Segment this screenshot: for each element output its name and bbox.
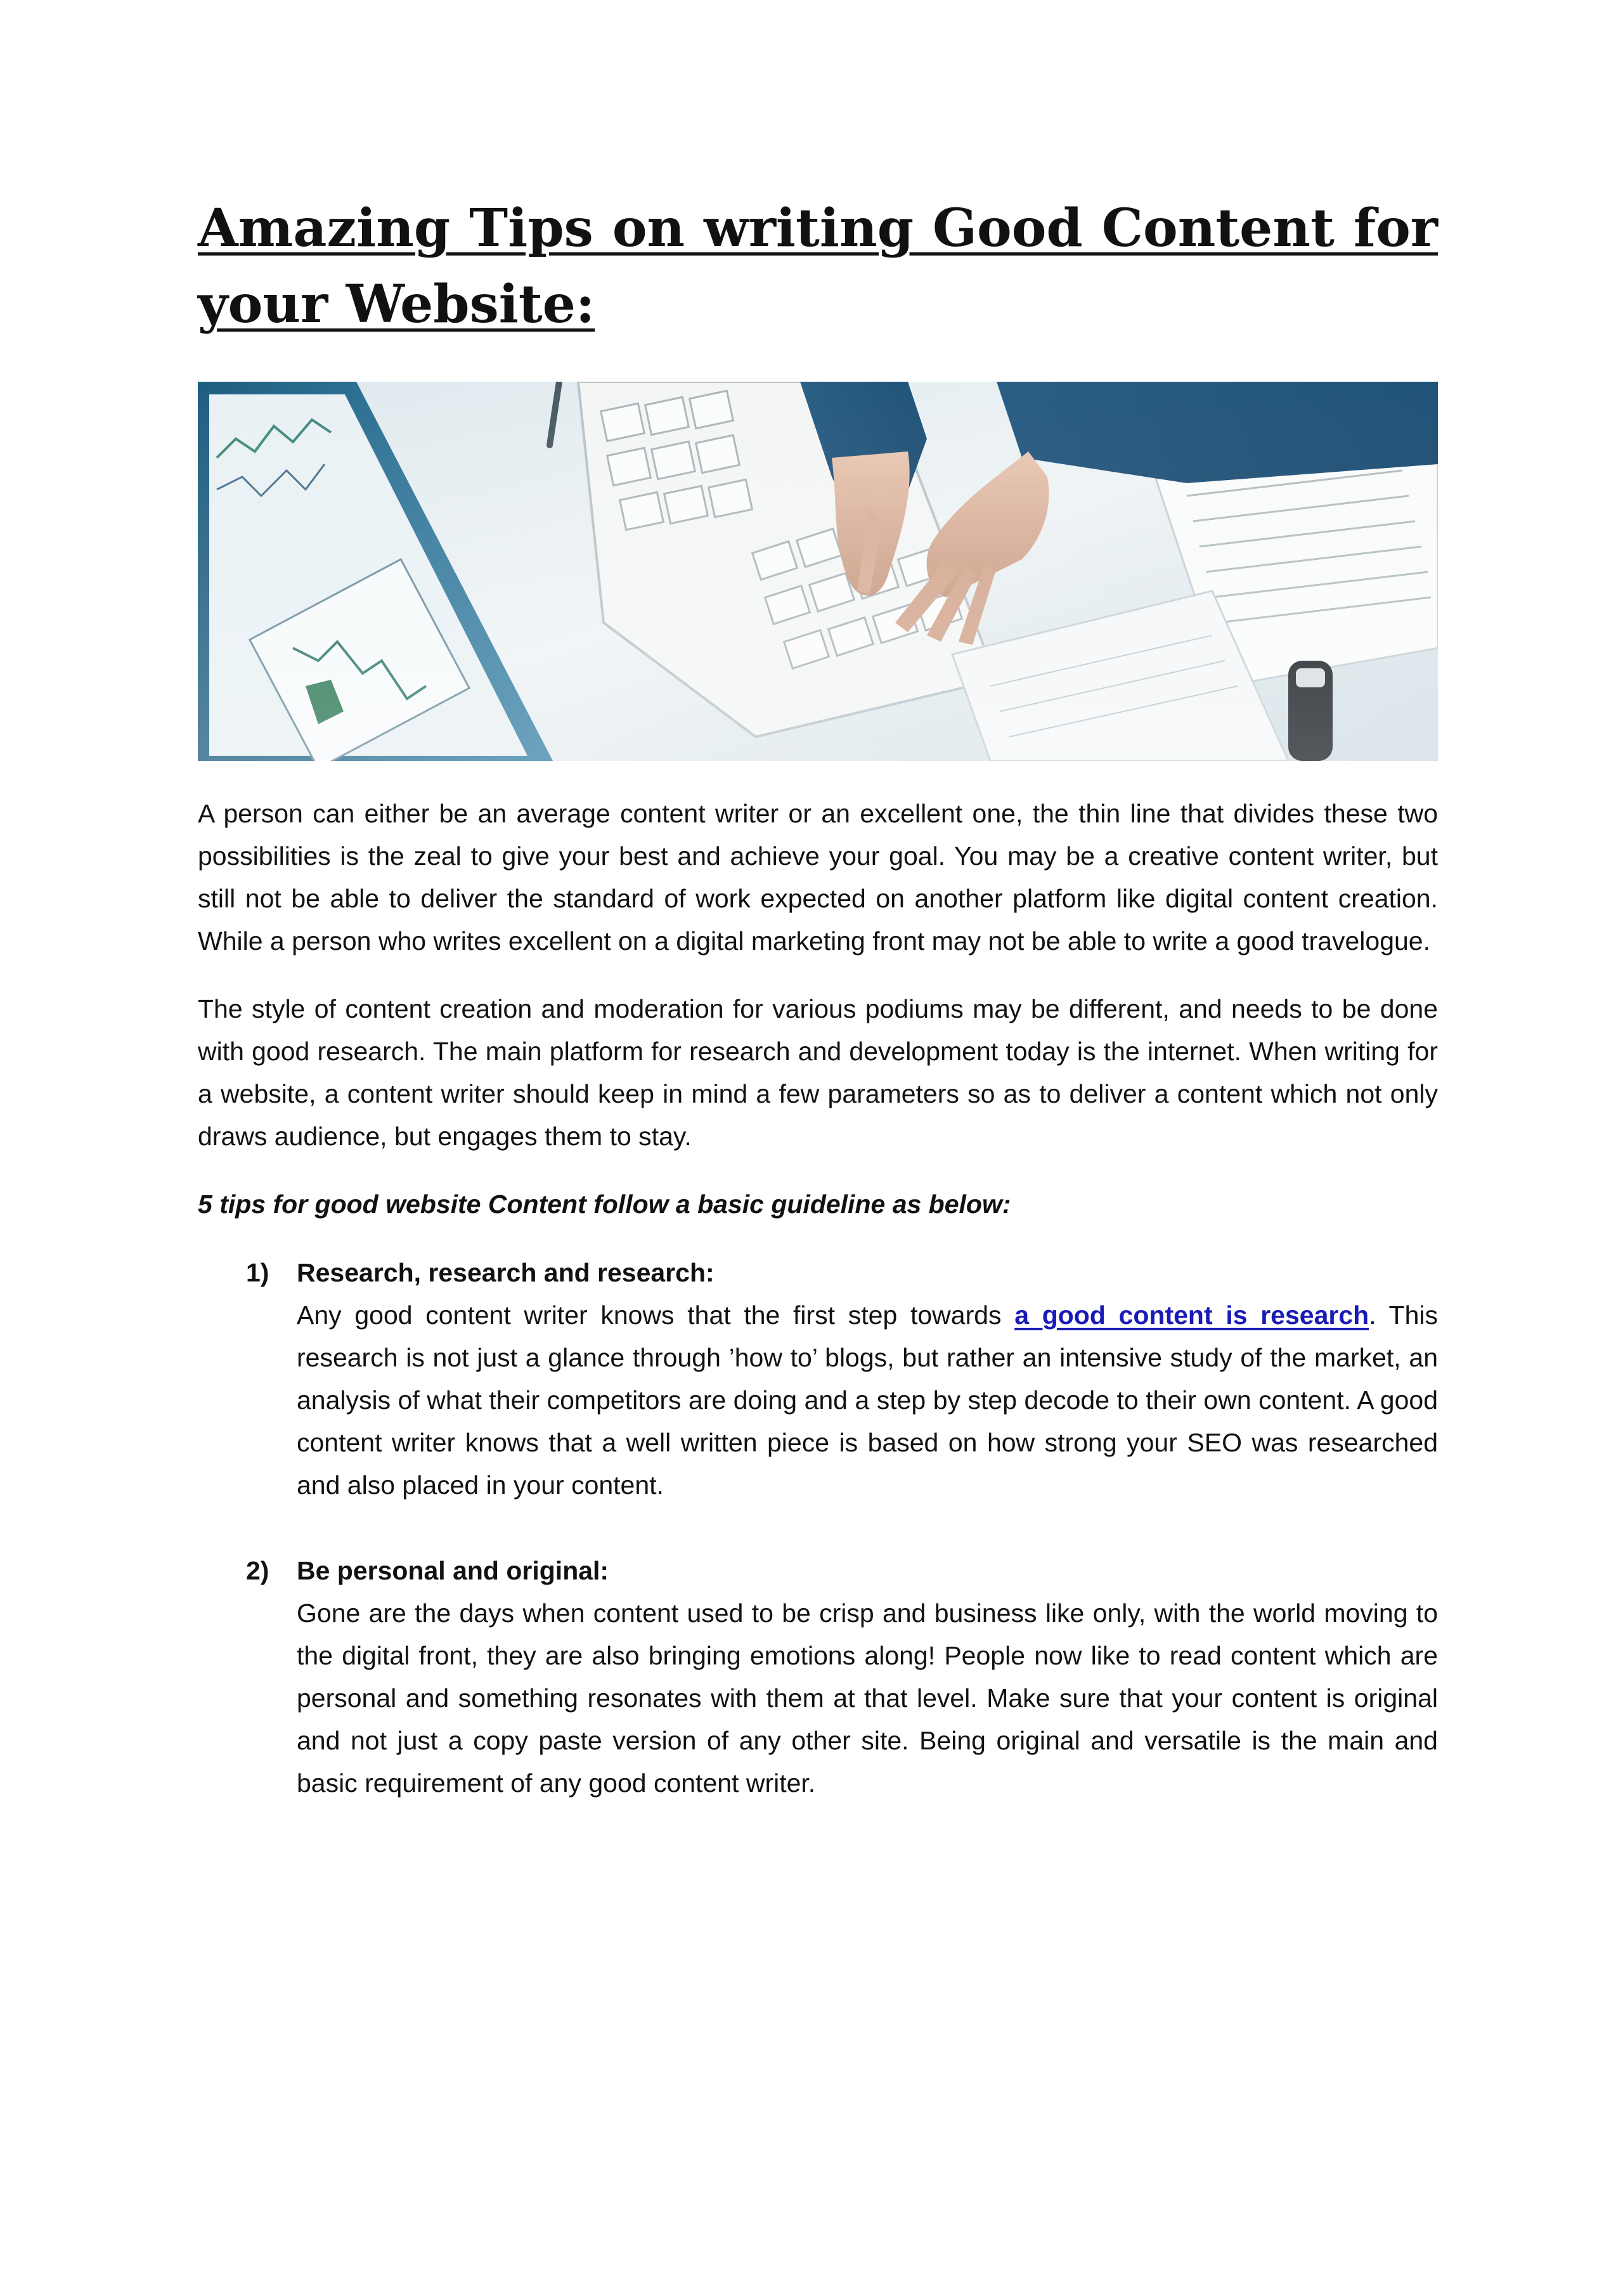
document-page [198,190,1438,1805]
tip-item-1 [198,1252,1438,1507]
intro-paragraph-1: A person can either be an average content writer or an excellent one, the thin line that divides these two possibilities is the zeal to give your best and achieve your goal. You may be a creative content writer, but still not be able to deliver the standard of work expected on another platform like digital content creation. While a person who writes excellent on a digital marketing front may not be able to write a good travelogue. [198,799,1438,956]
tip-text-before-link: Any good content writer knows that the first step towards [297,1300,1015,1330]
tip-heading: Be personal and original: [297,1556,609,1585]
research-link[interactable]: a good content is research [1014,1300,1369,1330]
hero-image [198,382,1438,761]
tip-heading: Research, research and research: [297,1258,715,1287]
tip-number: 2) [246,1556,269,1585]
tips-lead: 5 tips for good website Content follow a basic guideline as below: [198,1190,1011,1219]
tip-text-after-link: . This research is not just a glance through ’how to’ blogs, but rather an intensive study of the market, an analysis of what their competitors are doing and a step by step decode to their own content. A good content writer knows that a well written piece is based on how strong your SEO was researched and also placed in your content. [297,1300,1438,1500]
intro-paragraph-2: The style of content creation and moderation for various podiums may be different, and needs to be done with good research. The main platform for research and development today is the internet. When writing for a website, a content writer should keep in mind a few parameters so as to deliver a content which not only draws audience, but engages them to stay. [198,994,1438,1151]
tip-number: 1) [246,1258,269,1287]
document-title-text: Amazing Tips on writing Good Content for your Website: [198,198,1438,335]
tip-text: Gone are the days when content used to be crisp and business like only, with the world moving to the digital front, they are also bringing emotions along! People now like to read content which are personal and something resonates with them at that level. Make sure that your content is original and not just a copy paste version of any other site. Being original and versatile is the main and basic requirement of any good content writer. [297,1599,1438,1798]
tip-item-2 [198,1550,1438,1805]
document-title [198,190,1438,342]
tip-text [297,1294,1438,1507]
